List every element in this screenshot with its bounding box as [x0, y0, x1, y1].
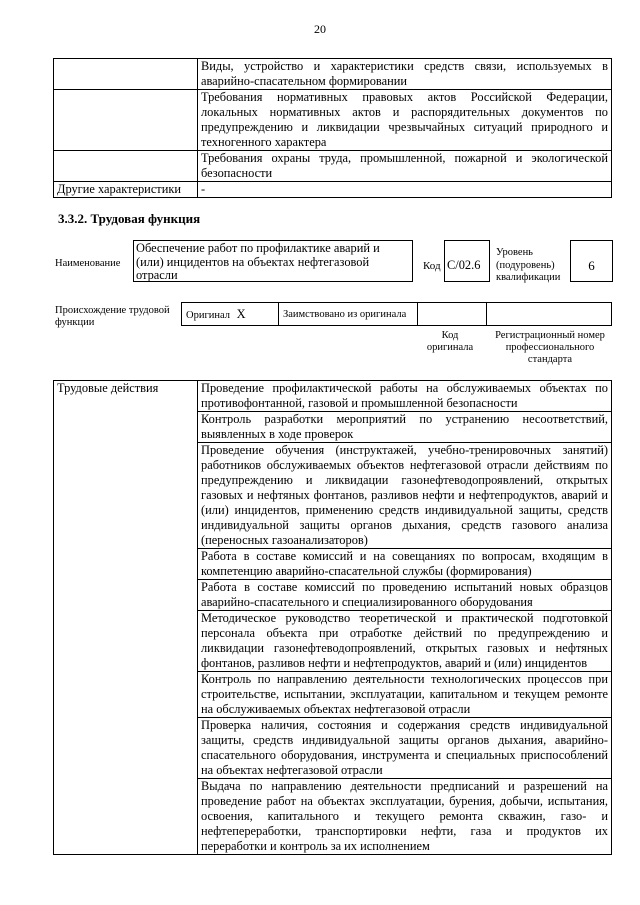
table-row — [54, 90, 612, 151]
code-label: Код — [423, 260, 441, 272]
action-item: Выдача по направлению деятельности предписаний и разрешений на проведение работ на объектах эксплуатации, бурения, добычи, испытания, освоения, капитального и текущего ремонта скважин, газо- и нефтепереработки, транспортировки нефти, газа и продуктов их переработки и контроль за их исполнением — [198, 779, 612, 855]
action-item: Проведение профилактической работы на обслуживаемых объектах по противофонтанной, газовой и промышленной безопасности — [198, 381, 612, 412]
action-item: Методическое руководство теоретической и практической подготовкой персонала объекта при отработке действий по предупреждению и ликвидации газонефтеводопроявлений, открытых газовых и нефтяных фонтанов, разливов нефти и нефтепродуктов, аварий и (или) инцидентов — [198, 611, 612, 672]
original-code-cell — [418, 303, 487, 326]
origin-label: Происхождение трудовой функции — [55, 305, 170, 328]
table-row — [182, 303, 612, 326]
table-row — [54, 182, 612, 198]
action-item: Проверка наличия, состояния и содержания средств индивидуальной защиты, средств индивидуальной защиты органов дыхания, аварийно-спасательного оборудования, инструмента и специальных приспособлений на объектах нефтегазовой отрасли — [198, 718, 612, 779]
row-text: Виды, устройство и характеристики средств связи, используемых в аварийно-спасательном формировании — [198, 59, 612, 90]
table-row — [54, 381, 612, 412]
original-mark: X — [236, 306, 246, 321]
reg-caption: Регистрационный номер профессионального стандарта — [495, 330, 605, 365]
row-text: Требования нормативных правовых актов Российской Федерации, локальных нормативных актов и распорядительных документов по предупреждению и ликвидации чрезвычайных ситуаций природного и техногенного характера — [198, 90, 612, 151]
row-text: Требования охраны труда, промышленной, пожарной и экологической безопасности — [198, 151, 612, 182]
action-item: Контроль по направлению деятельности технологических процессов при строительстве, испытании, эксплуатации, капитальном и текущем ремонте на обслуживаемых объектах нефтегазовой отрасли — [198, 672, 612, 718]
function-code: C/02.6 — [444, 240, 490, 282]
continuation-table — [53, 58, 612, 198]
action-item: Работа в составе комиссий по проведению испытаний новых образцов аварийно-спасательного и специализированного оборудования — [198, 580, 612, 611]
borrowed-label: Заимствовано из оригинала — [279, 303, 418, 326]
table-row — [54, 151, 612, 182]
table-row — [54, 59, 612, 90]
action-item: Работа в составе комиссий и на совещаниях по вопросам, входящим в компетенцию аварийно-спасательной службы (формирования) — [198, 549, 612, 580]
row-label — [54, 90, 198, 151]
section-title: 3.3.2. Трудовая функция — [58, 211, 201, 226]
action-item: Проведение обучения (инструктажей, учебно-тренировочных занятий) работников обслуживаемых объектов нефтегазовой отрасли действиям по предупреждению и ликвидации газонефтеводопроявлений, открытых газовых и нефтяных фонтанов, разливов нефти и нефтепродуктов, аварий и (или) инцидентов, применению средств индивидуальной защиты, средств индивидуальной защиты органов дыхания, средств газового анализа (переносных газоанализаторов) — [198, 443, 612, 549]
action-item: Контроль разработки мероприятий по устранению несоответствий, выявленных в ходе проверок — [198, 412, 612, 443]
level-label: Уровень (подуровень) квалификации — [496, 247, 561, 283]
reg-number-cell — [487, 303, 612, 326]
actions-table — [53, 380, 612, 855]
original-label: Оригинал — [186, 309, 230, 321]
page-number: 20 — [314, 22, 326, 36]
row-label: Другие характеристики — [54, 182, 198, 198]
original-cell — [182, 303, 279, 326]
origin-table — [181, 302, 612, 326]
actions-label: Трудовые действия — [54, 381, 198, 855]
row-label — [54, 59, 198, 90]
function-name: Обеспечение работ по профилактике аварий и (или) инцидентов на объектах нефтегазовой отрасли — [133, 240, 413, 282]
code-caption: Код оригинала — [426, 330, 474, 353]
qualification-level: 6 — [570, 240, 613, 282]
name-label: Наименование — [55, 258, 121, 269]
row-label — [54, 151, 198, 182]
row-text: - — [198, 182, 612, 198]
